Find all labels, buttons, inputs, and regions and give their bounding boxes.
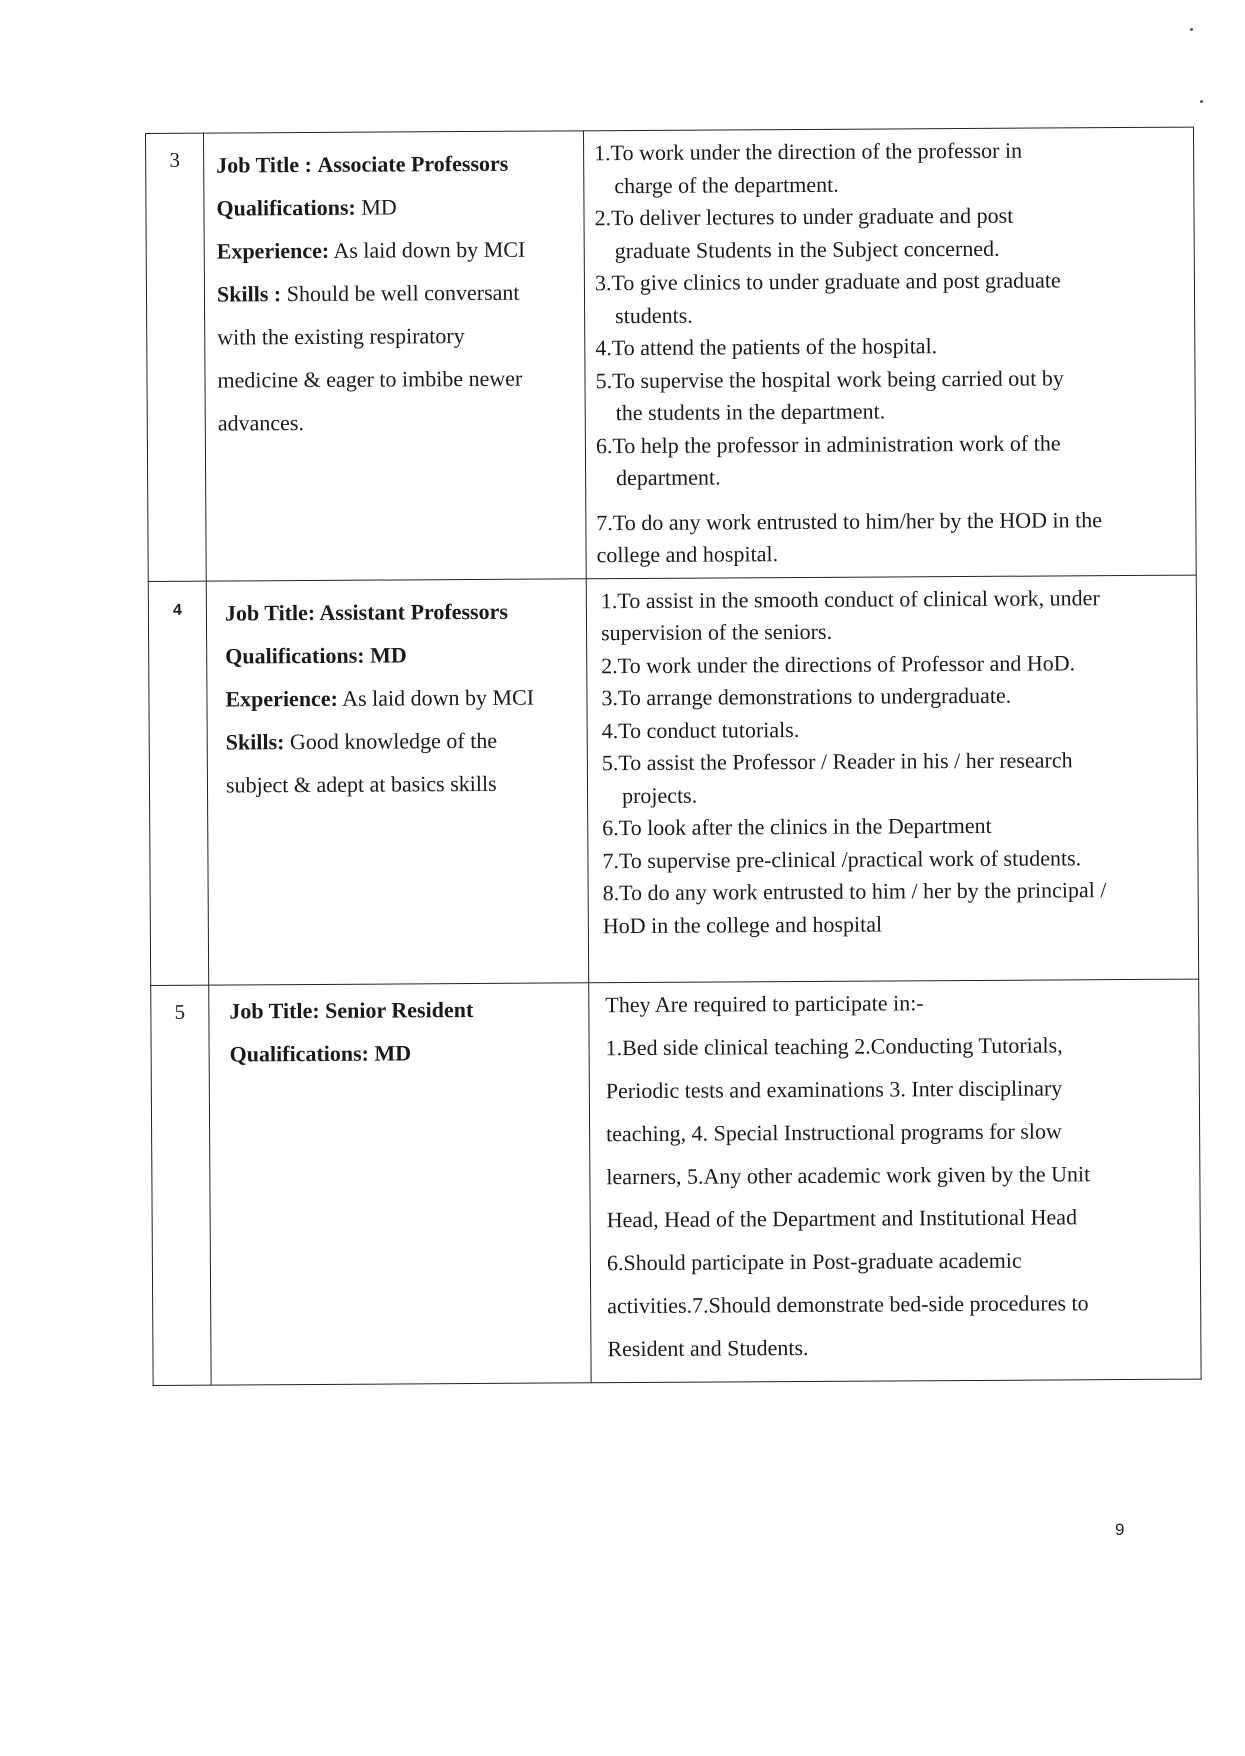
- table-row: [148, 575, 1198, 985]
- duties-cell: [589, 979, 1201, 1383]
- duty-line: Resident and Students.: [607, 1334, 809, 1361]
- experience-line: [217, 227, 576, 272]
- duty-line: department.: [616, 464, 721, 491]
- qualifications-value: Qualifications: MD: [225, 641, 407, 669]
- job-title: Associate Professors: [317, 150, 509, 177]
- serial-cell: [151, 985, 211, 1385]
- experience-line: [225, 675, 578, 720]
- duty-line: They Are required to participate in:-: [605, 989, 924, 1017]
- skills-line: advances.: [217, 410, 304, 436]
- skills-label: Skills :: [216, 281, 282, 307]
- duty-line: 5.To supervise the hospital work being carried out by: [595, 364, 1064, 393]
- skills-line: [217, 270, 576, 315]
- skills-label: Skills:: [225, 728, 285, 755]
- duties-cell: [583, 127, 1196, 578]
- duty-line: learners, 5.Any other academic work given by the Unit: [606, 1160, 1091, 1189]
- skills-line: with the existing respiratory: [217, 323, 465, 350]
- duty-line: college and hospital.: [596, 541, 779, 568]
- skills-line: [226, 718, 579, 763]
- duty-line: 7.To do any work entrusted to him/her by the HOD in the: [596, 506, 1103, 535]
- duty-line: activities.7.Should demonstrate bed-side procedures to: [607, 1289, 1089, 1318]
- table-row: [151, 979, 1201, 1385]
- duty-line: 1.To work under the direction of the professor in: [594, 137, 1023, 166]
- job-description-table: [145, 127, 1202, 1386]
- job-info-cell: [206, 578, 588, 984]
- experience-value: As laid down by MCI: [342, 684, 535, 711]
- duty-line: graduate Students in the Subject concerned.: [614, 235, 1000, 263]
- qualifications-label: Qualifications:: [216, 194, 356, 221]
- duty-line: 4.To conduct tutorials.: [601, 716, 800, 743]
- duty-line: 6.To look after the clinics in the Department: [602, 812, 992, 841]
- duty-line: 6.Should participate in Post-graduate academic: [606, 1247, 1022, 1275]
- duty-line: 1.Bed side clinical teaching 2.Conducting Tutorials,: [605, 1031, 1063, 1060]
- qualifications-value: Qualifications: MD: [229, 1039, 412, 1066]
- duty-line: students.: [615, 302, 693, 328]
- qualifications-value: MD: [361, 194, 397, 220]
- duties-cell: [586, 575, 1198, 983]
- experience-value: As laid down by MCI: [333, 236, 526, 263]
- duty-line: Periodic tests and examinations 3. Inter disciplinary: [605, 1074, 1063, 1103]
- skills-line: medicine & eager to imbibe newer: [217, 365, 523, 393]
- job-info-cell: [204, 131, 587, 581]
- serial-number: 5: [174, 999, 186, 1024]
- duty-line: 3.To give clinics to under graduate and post graduate: [594, 267, 1061, 296]
- experience-label: Experience:: [225, 685, 338, 712]
- skills-value: Should be well conversant: [286, 279, 520, 307]
- job-title-label: Job Title :: [216, 151, 313, 178]
- duty-line: 5.To assist the Professor / Reader in his / her research: [601, 747, 1073, 776]
- scan-speck: [1200, 100, 1203, 103]
- duty-line: 2.To work under the directions of Professor and HoD.: [601, 649, 1076, 678]
- duty-line: 3.To arrange demonstrations to undergraduate.: [601, 682, 1012, 711]
- job-title: Job Title: Assistant Professors: [224, 598, 508, 626]
- duty-line: supervision of the seniors.: [600, 618, 833, 646]
- page-number: 9: [1115, 1520, 1125, 1539]
- serial-number: 3: [169, 147, 180, 172]
- duty-line: Head, Head of the Department and Institutional Head: [606, 1203, 1078, 1232]
- qualifications-line: [216, 184, 575, 229]
- duty-line: charge of the department.: [614, 171, 839, 198]
- job-title: Job Title: Senior Resident: [229, 996, 474, 1024]
- duty-line: 4.To attend the patients of the hospital.: [595, 333, 938, 361]
- duty-line: projects.: [621, 782, 698, 808]
- duty-line: 2.To deliver lectures to under graduate and post: [594, 202, 1014, 231]
- skills-value: Good knowledge of the: [289, 727, 498, 754]
- duty-line: 1.To assist in the smooth conduct of clinical work, under: [600, 584, 1100, 613]
- skills-line: subject & adept at basics skills: [225, 770, 497, 798]
- duty-line: teaching, 4. Special Instructional programs for slow: [606, 1117, 1062, 1146]
- job-info-cell: [209, 982, 591, 1384]
- duty-line: 6.To help the professor in administration work of the: [595, 429, 1061, 458]
- duty-line: 8.To do any work entrusted to him / her by the principal /: [602, 877, 1107, 906]
- serial-cell: [148, 581, 208, 985]
- serial-cell: [146, 133, 207, 581]
- experience-label: Experience:: [216, 237, 330, 264]
- scan-speck: [1190, 28, 1193, 31]
- duty-line: 7.To supervise pre-clinical /practical work of students.: [602, 844, 1082, 873]
- serial-number: 4: [172, 601, 182, 619]
- duty-line: the students in the department.: [615, 398, 886, 426]
- duty-line: HoD in the college and hospital: [602, 911, 883, 938]
- table-row: [146, 127, 1197, 581]
- job-title-line: [216, 141, 575, 186]
